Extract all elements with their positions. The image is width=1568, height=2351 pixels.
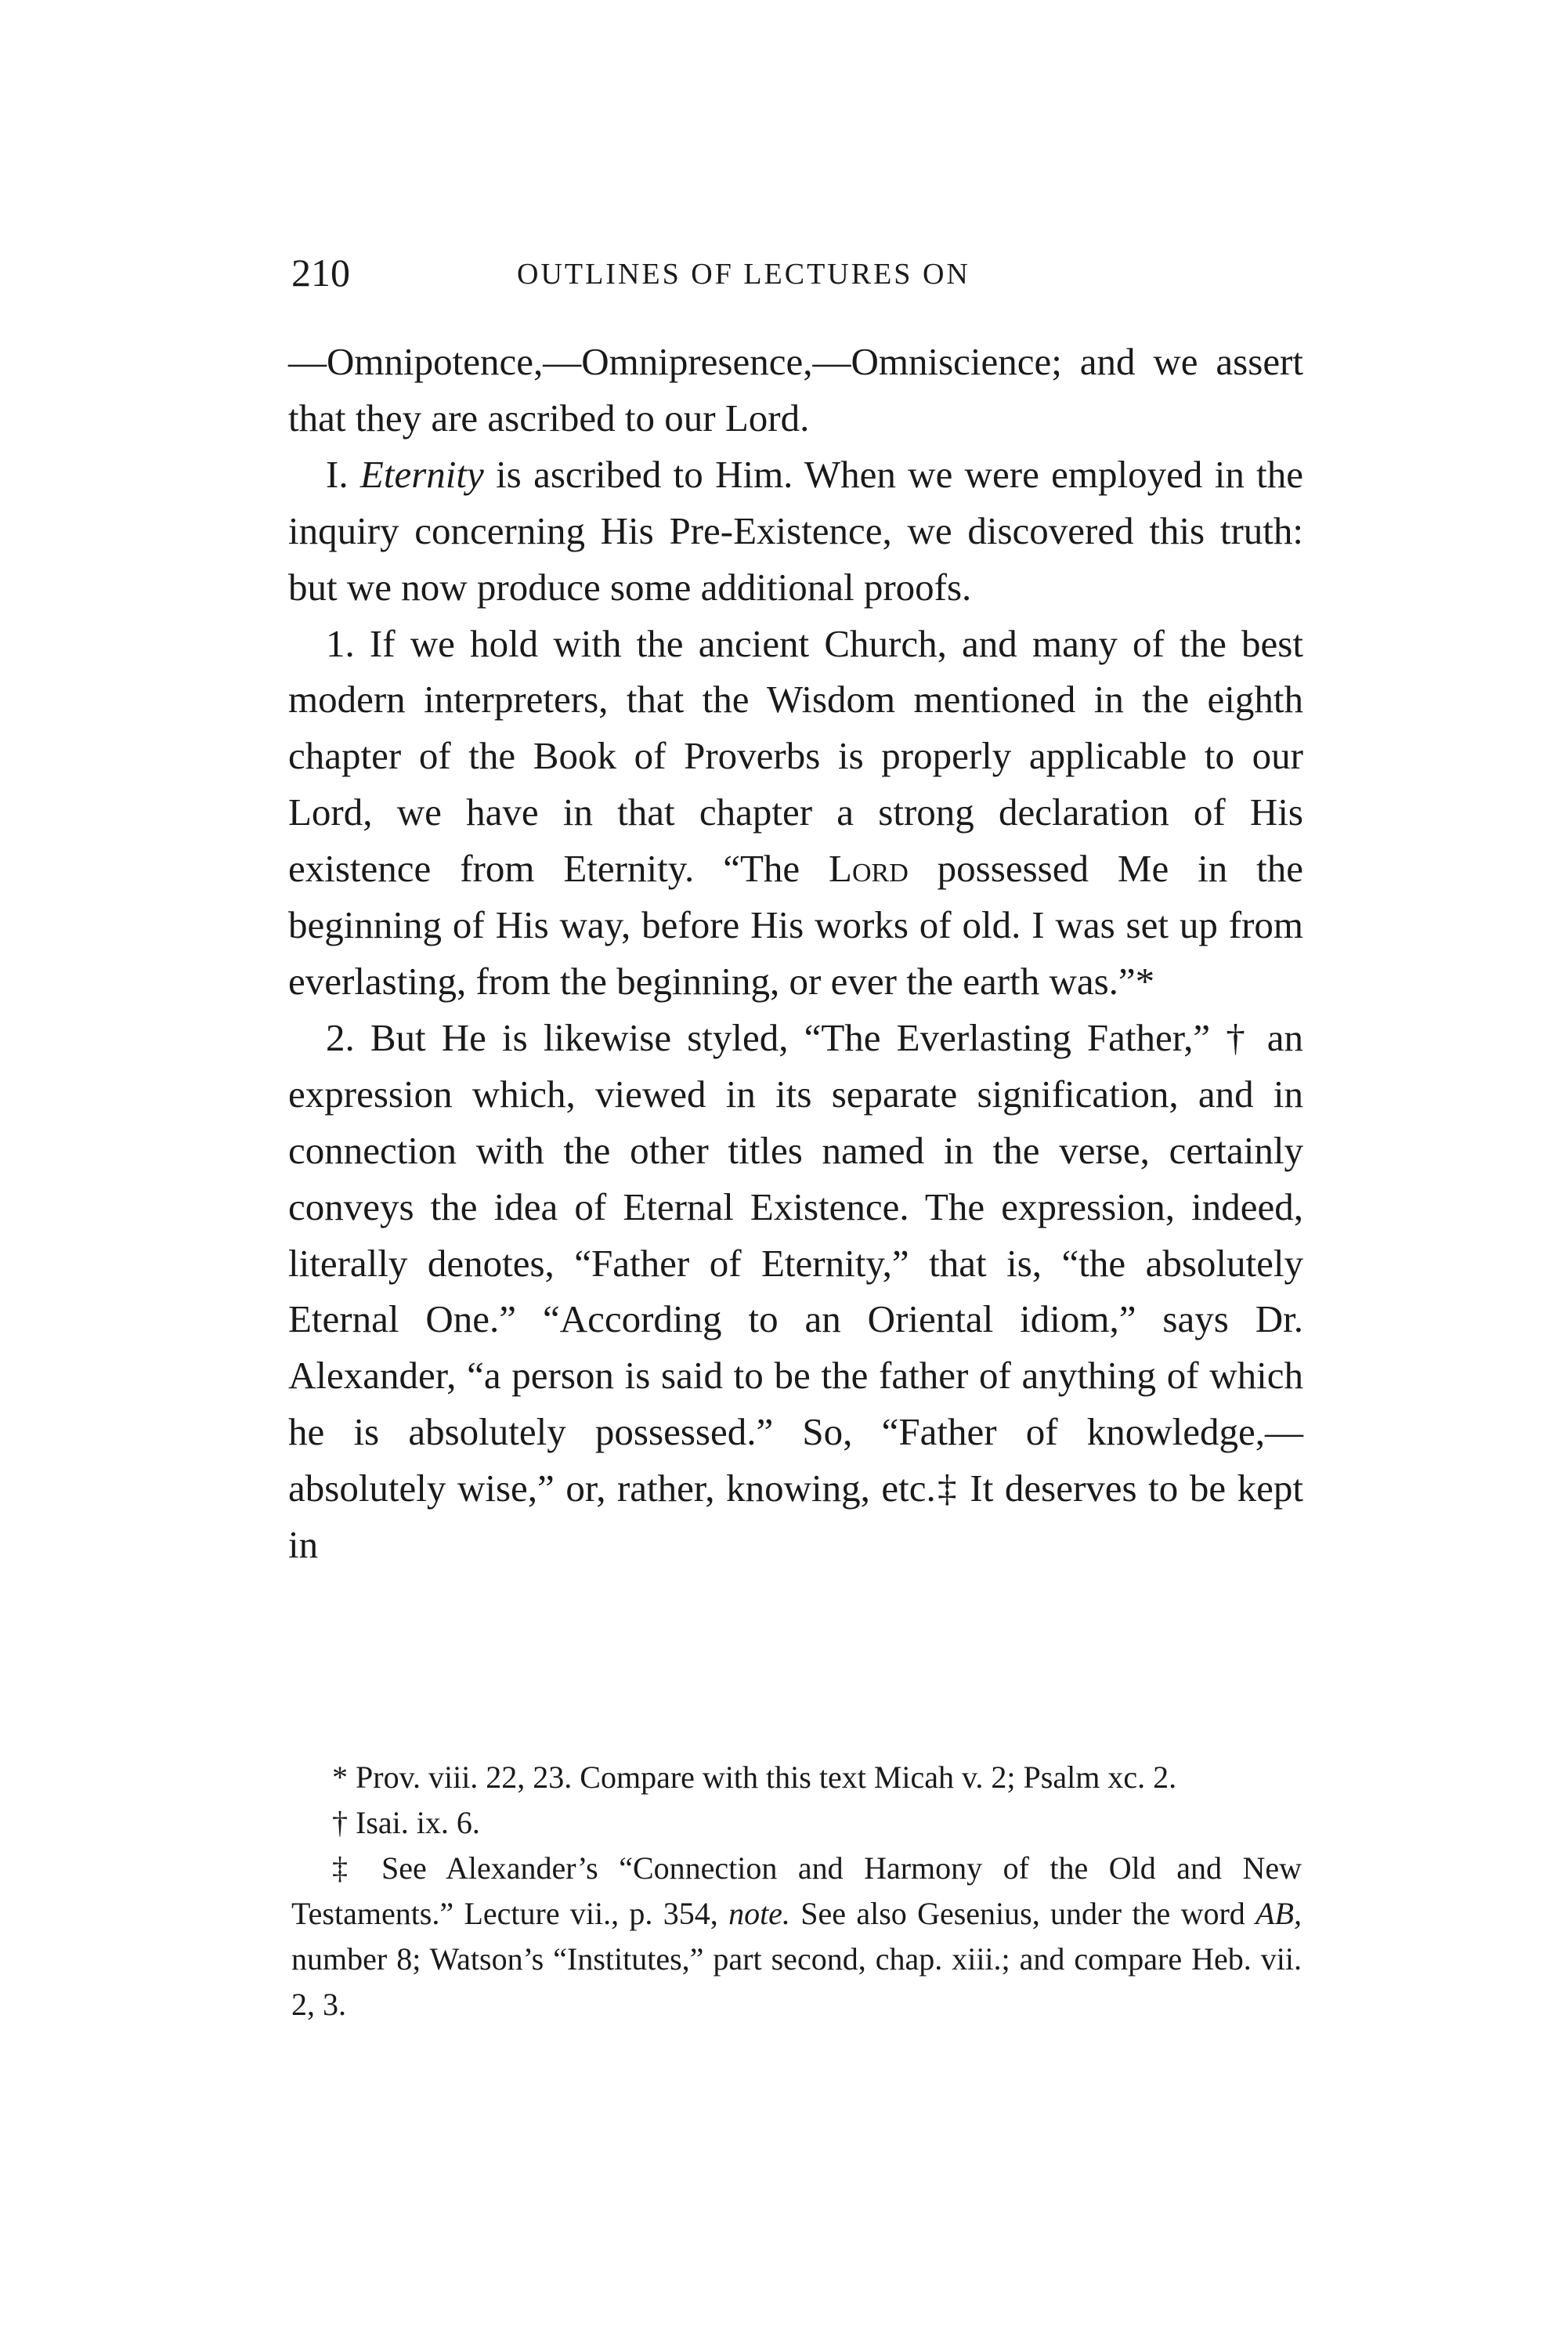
footnote-1: * Prov. viii. 22, 23. Compare with this text Micah v. 2; Psalm xc. 2. [332,1760,1177,1795]
paragraph-3-part-b: possessed Me in the beginning of His way, before His works of old. I was set up from everlasting, from the beginning, or ever the earth was.”* [288,847,1303,1003]
paragraph-4: 2. But He is likewise styled, “The Everlasting Father,” † an expression which, viewed in its separate signification, and in connection with the other titles named in the verse, certainly conveys the idea of Eternal Existence. The expression, indeed, literally denotes, “Father of Eternity,” that is, “the absolutely Eternal One.” “According to an Oriental idiom,” says Dr. Alexander, “a person is said to be the father of anything of which he is absolutely possessed.” So, “Father of knowledge,—absolutely wise,” or, rather, knowing, etc.‡ It deserves to be kept in [288,1015,1303,1567]
footnote-2: † Isai. ix. 6. [332,1805,480,1840]
footnote-3-part-a: ‡ See Alexander’s “Connection and Harmony of the Old and New Testaments.” Lecture vii., p. 354, [291,1850,1302,1931]
main-text [288,334,1303,1573]
running-head: OUTLINES OF LECTURES ON [517,258,970,291]
footnotes [291,1755,1302,2027]
section-title: Eternity [359,452,484,496]
paragraph-3-part-a: 1. If we hold with the ancient Church, and many of the best modern interpreters, that the Wisdom mentioned in the eighth chapter of the Book of Proverbs is properly applicable to our Lord, we have in that chapter a strong declaration of His existence from Eternity. “The [288,621,1303,891]
paragraph-2-text: is ascribed to Him. When we were employed in the inquiry concerning His Pre-Existence, we discovered this truth: but we now produce some additional proofs. [288,452,1303,609]
lord-small-caps: Lord [829,847,909,891]
section-number: I. [326,452,349,496]
footnote-3-note: note. [728,1896,790,1931]
footnote-3-word: AB, [1255,1896,1302,1931]
paragraph-3 [288,616,1303,1010]
paragraph-1: —Omnipotence,—Omnipresence,—Omniscience; and we assert that they are ascribed to our Lord. [288,340,1303,439]
footnote-3-part-b: See also Gesenius, under the word [789,1896,1256,1931]
footnote-3-part-c: number 8; Watson’s “Institutes,” part second, chap. xiii.; and compare Heb. vii. 2, 3. [291,1941,1302,2022]
footnote-3 [291,1846,1302,2027]
paragraph-2 [288,447,1303,616]
page-header [291,249,1302,296]
page-number: 210 [291,251,350,295]
